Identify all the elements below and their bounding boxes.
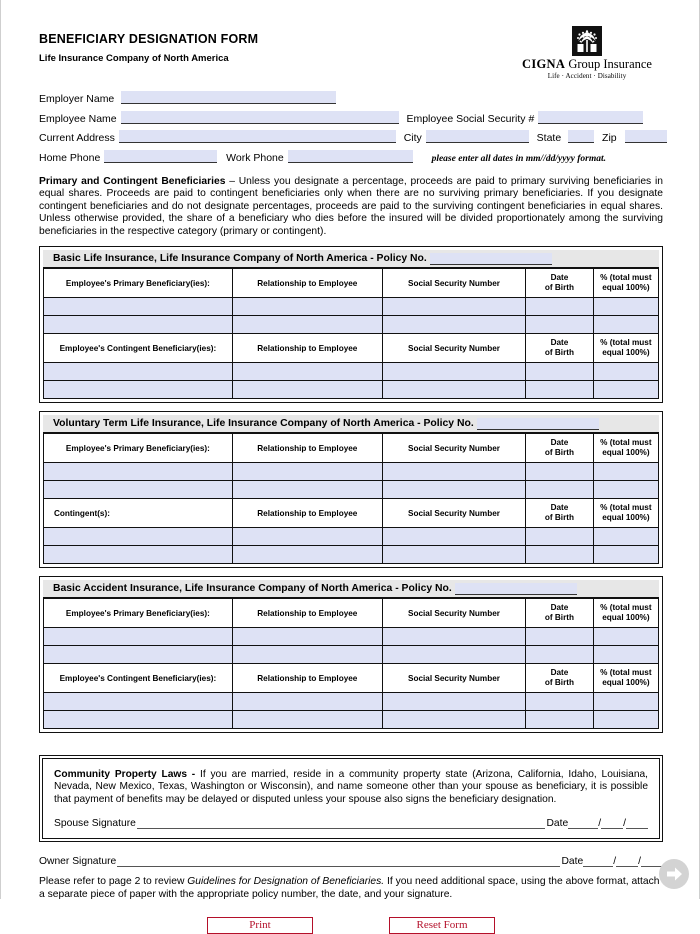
cell-relationship[interactable] <box>232 646 382 664</box>
table-row <box>44 363 659 381</box>
employer-name-label: Employer Name <box>39 93 115 105</box>
cell-ssn[interactable] <box>382 646 525 664</box>
cell-percent[interactable] <box>593 628 658 646</box>
cell-ssn[interactable] <box>382 711 525 729</box>
reset-form-button[interactable]: Reset Form <box>389 917 495 934</box>
table-header-primary <box>44 434 659 463</box>
cell-dob[interactable] <box>526 463 594 481</box>
col-relationship: Relationship to Employee <box>232 664 382 693</box>
section-header-basic-life <box>43 250 659 268</box>
cell-ssn[interactable] <box>382 463 525 481</box>
logo-wordmark <box>511 58 663 71</box>
company-subtitle: Life Insurance Company of North America <box>39 53 229 64</box>
cell-relationship[interactable] <box>232 298 382 316</box>
cell-ssn[interactable] <box>382 381 525 399</box>
owner-date-group <box>561 856 663 867</box>
owner-date-day-input[interactable] <box>616 856 638 867</box>
col-date-of-birth <box>526 269 594 298</box>
beneficiary-table-basic-life <box>43 268 659 399</box>
state-label: State <box>536 132 562 144</box>
spouse-date-day-input[interactable] <box>601 818 623 829</box>
spouse-date-label: Date <box>546 817 569 829</box>
cell-dob[interactable] <box>526 628 594 646</box>
col-date-of-birth <box>526 664 594 693</box>
section-header-voluntary-term <box>43 415 659 433</box>
section-voluntary-term-life-insurance <box>39 411 663 568</box>
arrow-right-circle-icon[interactable] <box>657 857 691 891</box>
col-percent <box>593 434 658 463</box>
col-ssn: Social Security Number <box>382 499 525 528</box>
phone-row <box>39 151 663 171</box>
pct-line1: % (total must <box>600 273 652 283</box>
owner-date-month-input[interactable] <box>583 856 613 867</box>
table-row <box>44 646 659 664</box>
col-date-of-birth <box>526 499 594 528</box>
cell-ssn[interactable] <box>382 546 525 564</box>
employer-name-input[interactable] <box>121 91 336 104</box>
cell-dob[interactable] <box>526 546 594 564</box>
table-row <box>44 481 659 499</box>
page-header <box>39 0 663 80</box>
dob-line2: of Birth <box>544 513 574 523</box>
pct-line2: equal 100%) <box>602 613 650 623</box>
cell-dob[interactable] <box>526 363 594 381</box>
table-row <box>44 381 659 399</box>
pct-line1: % (total must <box>600 438 652 448</box>
home-phone-label: Home Phone <box>39 151 101 164</box>
dob-line1: Date <box>550 338 569 348</box>
col-primary-beneficiary: Employee's Primary Beneficiary(ies): <box>44 269 233 298</box>
col-date-of-birth <box>526 334 594 363</box>
dob-line2: of Birth <box>544 448 574 458</box>
dob-line1: Date <box>550 668 569 678</box>
col-relationship: Relationship to Employee <box>232 499 382 528</box>
spouse-date-month-input[interactable] <box>568 818 598 829</box>
cell-relationship[interactable] <box>232 711 382 729</box>
zip-input[interactable] <box>625 130 667 143</box>
spouse-signature-row <box>54 818 648 829</box>
page-title: BENEFICIARY DESIGNATION FORM <box>39 32 259 46</box>
table-row <box>44 298 659 316</box>
date-format-note: please enter all dates in mm//dd/yyyy format. <box>431 153 606 164</box>
community-property-text <box>54 769 648 806</box>
owner-signature-row <box>39 856 663 867</box>
footer-text-before: Please refer to page 2 to review <box>39 875 188 887</box>
col-ssn: Social Security Number <box>382 599 525 628</box>
instructions-heading: Primary and Contingent Beneficiaries <box>39 176 226 187</box>
policy-no-input-basic-life[interactable] <box>430 253 552 265</box>
policy-no-input-voluntary-term[interactable] <box>477 418 599 430</box>
cell-relationship[interactable] <box>232 381 382 399</box>
pct-line1: % (total must <box>600 503 652 513</box>
col-primary-beneficiary: Employee's Primary Beneficiary(ies): <box>44 599 233 628</box>
cell-ssn[interactable] <box>382 693 525 711</box>
print-button[interactable]: Print <box>207 917 313 934</box>
dob-line1: Date <box>550 273 569 283</box>
table-row <box>44 316 659 334</box>
col-percent <box>593 499 658 528</box>
current-address-label: Current Address <box>39 132 115 144</box>
col-ssn: Social Security Number <box>382 434 525 463</box>
dob-line2: of Birth <box>544 613 574 623</box>
cell-beneficiary-name[interactable] <box>44 481 233 499</box>
community-property-heading: Community Property Laws - <box>54 769 196 781</box>
owner-date-sep-1: / <box>613 855 617 867</box>
spouse-date-group <box>546 818 648 829</box>
table-header-primary <box>44 269 659 298</box>
section-heading-text: Voluntary Term Life Insurance, Life Insurance Company of North America - Policy No. <box>53 418 474 430</box>
cell-relationship[interactable] <box>232 693 382 711</box>
work-phone-input[interactable] <box>288 150 413 163</box>
cell-dob[interactable] <box>526 646 594 664</box>
cell-percent[interactable] <box>593 381 658 399</box>
employee-ssn-label: Employee Social Security # <box>406 112 535 125</box>
footer-note <box>39 876 663 901</box>
cell-dob[interactable] <box>526 381 594 399</box>
col-relationship: Relationship to Employee <box>232 269 382 298</box>
work-phone-label: Work Phone <box>226 151 284 164</box>
table-header-contingent <box>44 664 659 693</box>
pct-line1: % (total must <box>600 668 652 678</box>
cell-relationship[interactable] <box>232 481 382 499</box>
pct-line1: % (total must <box>600 603 652 613</box>
instructions-body: – Unless you designate a percentage, proceeds are paid to primary surviving beneficiaries in equal shares. Proceeds are paid to contingent beneficiaries only when there are no surviving primary beneficiaries. If you designate contingent beneficiaries and do not designate percentages, proceeds are paid to the surviving contingent beneficiaries in equal shares. Unless otherwise provided, the share of a beneficiary who dies before the insured will be divided proportionately among the surviving beneficiaries in the respective category (primary or contingent). <box>39 176 663 237</box>
cell-beneficiary-name[interactable] <box>44 363 233 381</box>
home-phone-input[interactable] <box>104 150 217 163</box>
cell-percent[interactable] <box>593 646 658 664</box>
policy-no-input-basic-accident[interactable] <box>455 583 577 595</box>
cell-percent[interactable] <box>593 711 658 729</box>
employer-name-row <box>39 92 663 112</box>
owner-date-sep-2: / <box>638 855 641 867</box>
pct-line2: equal 100%) <box>602 678 650 688</box>
cell-percent[interactable] <box>593 298 658 316</box>
section-heading-text: Basic Accident Insurance, Life Insurance Company of North America - Policy No. <box>53 583 452 595</box>
state-input[interactable] <box>568 130 594 143</box>
cell-percent[interactable] <box>593 463 658 481</box>
community-property-body: If you are married, reside in a community property state (Arizona, California, Idaho, Louisiana, Nevada, New Mexico, Texas, Washington or Wisconsin), and name someone other than your spouse as beneficiary, it is possible that payment of benefits may be delayed or disputed unless your spouse also signs the beneficiary designation. <box>54 769 649 805</box>
cell-beneficiary-name[interactable] <box>44 316 233 334</box>
section-heading-text: Basic Life Insurance, Life Insurance Company of North America - Policy No. <box>53 253 427 265</box>
section-basic-accident-insurance <box>39 576 663 733</box>
owner-signature-label: Owner Signature <box>39 855 117 867</box>
beneficiary-table-voluntary-term <box>43 433 659 564</box>
footer-text-after: If you need additional space, using the above format, attach a separate piece of paper with the appropriate policy number, the date, and your signature. <box>39 875 660 900</box>
cell-relationship[interactable] <box>232 628 382 646</box>
cell-ssn[interactable] <box>382 363 525 381</box>
form-action-buttons <box>39 917 663 934</box>
employee-information-fields <box>39 92 663 170</box>
cell-percent[interactable] <box>593 693 658 711</box>
city-input[interactable] <box>426 130 529 143</box>
current-address-row <box>39 131 663 151</box>
logo-brand-rest: Group Insurance <box>565 57 652 71</box>
cell-ssn[interactable] <box>382 481 525 499</box>
logo-tagline: Life · Accident · Disability <box>547 72 627 80</box>
table-header-contingent <box>44 499 659 528</box>
cell-dob[interactable] <box>526 528 594 546</box>
pct-line2: equal 100%) <box>602 283 650 293</box>
cell-beneficiary-name[interactable] <box>44 546 233 564</box>
dob-line2: of Birth <box>544 678 574 688</box>
col-primary-beneficiary: Employee's Primary Beneficiary(ies): <box>44 434 233 463</box>
cell-relationship[interactable] <box>232 316 382 334</box>
table-row <box>44 711 659 729</box>
col-relationship: Relationship to Employee <box>232 434 382 463</box>
owner-signature-input[interactable] <box>117 856 560 867</box>
cell-dob[interactable] <box>526 693 594 711</box>
dob-line2: of Birth <box>544 348 574 358</box>
cell-ssn[interactable] <box>382 298 525 316</box>
employee-name-label: Employee Name <box>39 112 117 125</box>
cell-percent[interactable] <box>593 363 658 381</box>
spouse-signature-label: Spouse Signature <box>54 817 136 829</box>
cell-dob[interactable] <box>526 316 594 334</box>
pct-line2: equal 100%) <box>602 513 650 523</box>
cell-beneficiary-name[interactable] <box>44 711 233 729</box>
employee-name-row <box>39 112 663 132</box>
beneficiary-instructions <box>39 176 663 238</box>
col-date-of-birth <box>526 434 594 463</box>
col-ssn: Social Security Number <box>382 269 525 298</box>
employee-ssn-input[interactable] <box>538 111 643 124</box>
cell-relationship[interactable] <box>232 363 382 381</box>
col-contingent-beneficiary: Employee's Contingent Beneficiary(ies): <box>44 664 233 693</box>
zip-label: Zip <box>602 132 617 144</box>
cell-ssn[interactable] <box>382 528 525 546</box>
cell-relationship[interactable] <box>232 463 382 481</box>
cell-percent[interactable] <box>593 316 658 334</box>
tree-logo-icon <box>572 26 602 56</box>
table-row <box>44 628 659 646</box>
col-date-of-birth <box>526 599 594 628</box>
beneficiary-table-basic-accident <box>43 598 659 729</box>
col-percent <box>593 599 658 628</box>
cell-beneficiary-name[interactable] <box>44 646 233 664</box>
cell-percent[interactable] <box>593 528 658 546</box>
cell-dob[interactable] <box>526 298 594 316</box>
spouse-signature-input[interactable] <box>137 818 546 829</box>
cell-relationship[interactable] <box>232 528 382 546</box>
table-row <box>44 528 659 546</box>
community-property-box <box>39 755 663 842</box>
cell-beneficiary-name[interactable] <box>44 693 233 711</box>
cell-beneficiary-name[interactable] <box>44 628 233 646</box>
dob-line2: of Birth <box>544 283 574 293</box>
cell-beneficiary-name[interactable] <box>44 381 233 399</box>
cell-beneficiary-name[interactable] <box>44 528 233 546</box>
section-basic-life-insurance <box>39 246 663 403</box>
table-header-primary <box>44 599 659 628</box>
cigna-logo <box>511 26 663 80</box>
current-address-input[interactable] <box>119 130 396 143</box>
employee-name-input[interactable] <box>121 111 399 124</box>
col-relationship: Relationship to Employee <box>232 334 382 363</box>
pct-line1: % (total must <box>600 338 652 348</box>
col-ssn: Social Security Number <box>382 334 525 363</box>
cell-ssn[interactable] <box>382 628 525 646</box>
cell-percent[interactable] <box>593 546 658 564</box>
cell-ssn[interactable] <box>382 316 525 334</box>
footer-guidelines-italic: Guidelines for Designation of Beneficiaries. <box>187 875 385 887</box>
col-percent <box>593 269 658 298</box>
dob-line1: Date <box>550 603 569 613</box>
city-label: City <box>403 132 422 144</box>
col-contingent-beneficiary: Employee's Contingent Beneficiary(ies): <box>44 334 233 363</box>
col-percent <box>593 334 658 363</box>
date-sep-1: / <box>598 817 602 829</box>
section-header-basic-accident <box>43 580 659 598</box>
table-row <box>44 546 659 564</box>
cell-dob[interactable] <box>526 711 594 729</box>
logo-brand: CIGNA <box>522 57 566 71</box>
spouse-date-year-input[interactable] <box>626 818 648 829</box>
dob-line1: Date <box>550 503 569 513</box>
cell-beneficiary-name[interactable] <box>44 298 233 316</box>
table-row <box>44 693 659 711</box>
cell-dob[interactable] <box>526 481 594 499</box>
table-row <box>44 463 659 481</box>
pct-line2: equal 100%) <box>602 448 650 458</box>
date-sep-2: / <box>623 817 626 829</box>
dob-line1: Date <box>550 438 569 448</box>
col-contingent-beneficiary: Contingent(s): <box>44 499 233 528</box>
cell-relationship[interactable] <box>232 546 382 564</box>
col-percent <box>593 664 658 693</box>
table-header-contingent <box>44 334 659 363</box>
community-property-inner <box>42 758 660 839</box>
pct-line2: equal 100%) <box>602 348 650 358</box>
col-ssn: Social Security Number <box>382 664 525 693</box>
owner-date-label: Date <box>561 855 584 867</box>
col-relationship: Relationship to Employee <box>232 599 382 628</box>
cell-beneficiary-name[interactable] <box>44 463 233 481</box>
cell-percent[interactable] <box>593 481 658 499</box>
